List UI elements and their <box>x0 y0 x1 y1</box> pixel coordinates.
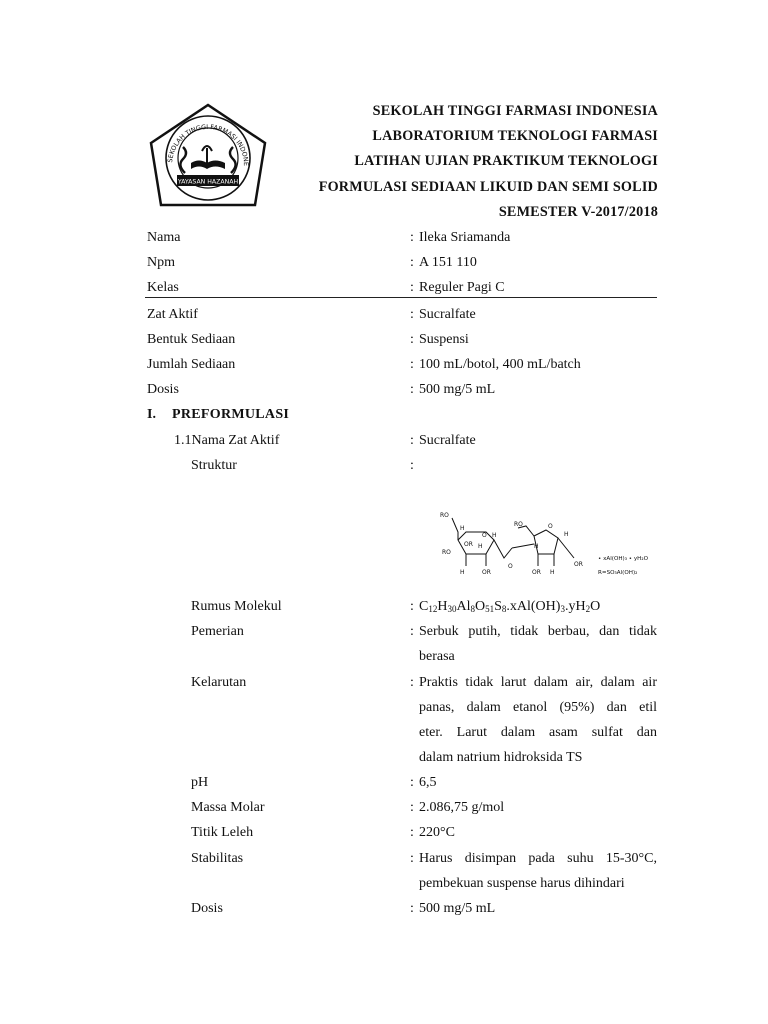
colon: : <box>410 382 414 397</box>
name-value: Ileka Sriamanda <box>419 230 511 245</box>
o-label: O <box>482 532 487 539</box>
nama-zat-aktif-label: 1.1Nama Zat Aktif <box>174 433 280 448</box>
o-label: O <box>548 523 553 530</box>
h-label: H <box>460 569 465 576</box>
zat-aktif-label: Zat Aktif <box>147 307 198 322</box>
kelarutan-label: Kelarutan <box>191 675 247 690</box>
jumlah-sediaan-label: Jumlah Sediaan <box>147 357 236 372</box>
colon: : <box>410 624 414 639</box>
titik-leleh-value: 220°C <box>419 825 455 840</box>
npm-value: A 151 110 <box>419 255 477 270</box>
colon: : <box>410 255 414 270</box>
or-label: OR <box>482 569 491 576</box>
colon: : <box>410 901 414 916</box>
jumlah-sediaan-value: 100 mL/botol, 400 mL/batch <box>419 357 581 372</box>
nama-zat-aktif-value: Sucralfate <box>419 433 476 448</box>
colon: : <box>410 458 414 473</box>
h-label: H <box>460 525 465 532</box>
rumus-molekul-value: $C_{12}H_{30}Al_8O_{51}S_8.xAl(OH)_3.yH_2O$ <box>419 599 601 614</box>
ro-label: RO <box>442 549 451 556</box>
massa-molar-label: Massa Molar <box>191 800 265 815</box>
npm-label: Npm <box>147 255 175 270</box>
name-label: Nama <box>147 230 181 245</box>
colon: : <box>410 357 414 372</box>
struktur-label: Struktur <box>191 458 237 473</box>
ph-value: 6,5 <box>419 775 437 790</box>
or-label: OR <box>464 541 473 548</box>
logo-ring-text: SEKOLAH TINGGI FARMASI INDONE <box>166 122 251 167</box>
colon: : <box>410 307 414 322</box>
or-label: OR <box>532 569 541 576</box>
colon: : <box>410 599 414 614</box>
colon: : <box>410 825 414 840</box>
colon: : <box>410 800 414 815</box>
h-label: H <box>478 543 483 550</box>
colon: : <box>410 433 414 448</box>
header-line-3: LATIHAN UJIAN PRAKTIKUM TEKNOLOGI <box>354 153 658 169</box>
colon: : <box>410 775 414 790</box>
header-line-1: SEKOLAH TINGGI FARMASI INDONESIA <box>372 103 658 119</box>
section-number: I. <box>147 407 156 422</box>
stabilitas-label: Stabilitas <box>191 851 244 866</box>
kelas-value: Reguler Pagi C <box>419 280 505 295</box>
ro-label: RO <box>514 521 523 528</box>
dosis-pre-value: 500 mg/5 mL <box>419 901 496 916</box>
colon: : <box>410 851 414 866</box>
kelas-label: Kelas <box>147 280 179 295</box>
colon: : <box>410 675 414 690</box>
zat-aktif-value: Sucralfate <box>419 307 476 322</box>
o-label: O <box>508 563 513 570</box>
h-label: H <box>564 531 569 538</box>
divider-line <box>145 297 657 298</box>
pemerian-value: Serbuk putih, tidak berbau, dan tidak berasa <box>419 624 657 664</box>
dosis-pre-label: Dosis <box>191 901 223 916</box>
h-label: H <box>534 543 539 550</box>
sucralfate-structure <box>438 508 666 580</box>
dosis-value: 500 mg/5 mL <box>419 382 496 397</box>
school-logo <box>147 103 269 207</box>
dosis-label: Dosis <box>147 382 179 397</box>
header-line-5: SEMESTER V-2017/2018 <box>498 204 658 220</box>
titik-leleh-label: Titik Leleh <box>191 825 254 840</box>
or-label: OR <box>574 561 583 568</box>
header-line-4: FORMULASI SEDIAAN LIKUID DAN SEMI SOLID <box>318 179 658 195</box>
header-line-2: LABORATORIUM TEKNOLOGI FARMASI <box>372 128 658 144</box>
bentuk-sediaan-label: Bentuk Sediaan <box>147 332 236 347</box>
r-group-formula: R=SO₃Al(OH)₂ <box>598 570 638 576</box>
stabilitas-value: Harus disimpan pada suhu 15-30°C, pembekuan suspense harus dihindari <box>419 851 657 891</box>
logo-ribbon-text: YAYASAN HAZANAH <box>177 178 239 186</box>
pemerian-label: Pemerian <box>191 624 244 639</box>
h-label: H <box>550 569 555 576</box>
kelarutan-value: Praktis tidak larut dalam air, dalam air panas, dalam etanol (95%) dan etil eter. Larut dalam asam sulfat dan dalam natrium hidroksida TS <box>419 675 657 765</box>
ro-label: RO <box>440 512 449 519</box>
colon: : <box>410 332 414 347</box>
massa-molar-value: 2.086,75 g/mol <box>419 800 505 815</box>
ph-label: pH <box>191 775 209 790</box>
hydroxide-formula: • xAl(OH)₃ • yH₂O <box>598 556 649 562</box>
section-title: PREFORMULASI <box>172 407 290 422</box>
h-label: H <box>492 532 497 539</box>
bentuk-sediaan-value: Suspensi <box>419 332 469 347</box>
colon: : <box>410 280 414 295</box>
rumus-molekul-label: Rumus Molekul <box>191 599 282 614</box>
colon: : <box>410 230 414 245</box>
